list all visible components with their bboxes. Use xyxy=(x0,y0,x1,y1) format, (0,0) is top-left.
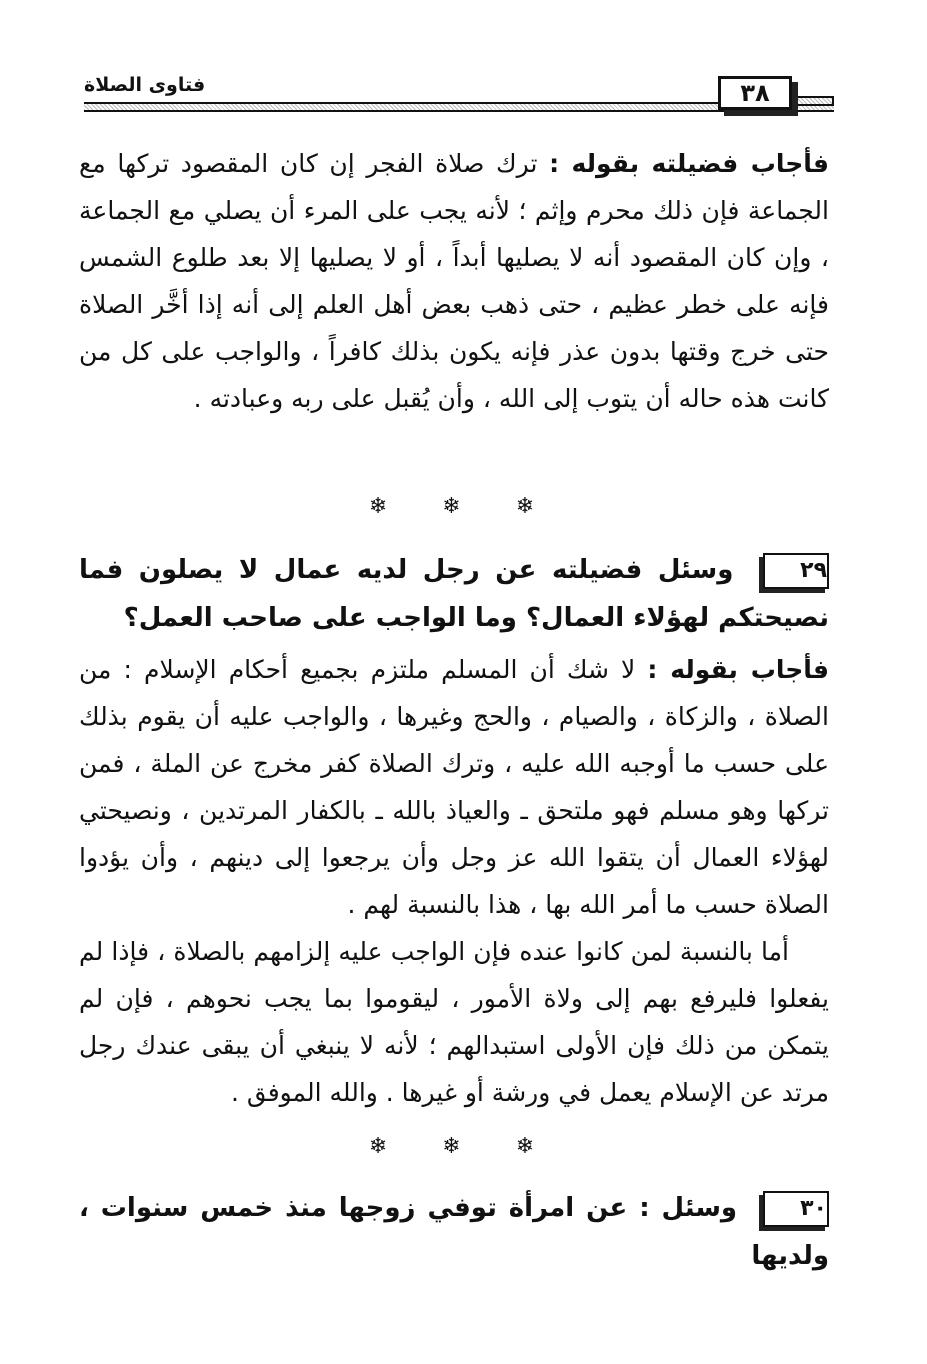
question-29-text: وسئل فضيلته عن رجل لديه عمال لا يصلون فما نصيحتكم لهؤلاء العمال؟ وما الواجب على صاحب العمل؟ xyxy=(79,555,829,633)
answer-1-text: ترك صلاة الفجر إن كان المقصود تركها مع الجماعة فإن ذلك محرم وإثم ؛ لأنه يجب على المرء أن يصلي مع الجماعة ، وإن كان المقصود أنه لا يصليها أبداً ، أو لا يصليها إلا بعد طلوع الشمس فإنه على خطر عظيم ، حتى ذهب بعض أهل العلم إلى أنه إذا أخَّر الصلاة حتى خرج وقتها بدون عذر فإنه يكون بذلك كافراً ، والواجب على كل من كانت هذه حاله أن يتوب إلى الله ، وأن يُقبل على ربه وعبادته . xyxy=(79,149,829,413)
question-30-text: وسئل : عن امرأة توفي زوجها منذ خمس سنوات ، ولديها xyxy=(79,1193,829,1271)
answer-2-paragraph-2: أما بالنسبة لمن كانوا عنده فإن الواجب عليه إلزامهم بالصلاة ، فإذا لم يفعلوا فليرفع بهم إلى ولاة الأمور ، ليقوموا بما يجب نحوهم ، فإن لم يتمكن من ذلك فإن الأولى استبدالهم ؛ لأنه لا ينبغي أن يبقى عندك رجل مرتد عن الإسلام يعمل في ورشة أو غيرها . والله الموفق . xyxy=(79,937,829,1107)
book-title: فتاوى الصلاة xyxy=(84,74,206,96)
answer-2-paragraph-1: لا شك أن المسلم ملتزم بجميع أحكام الإسلام : من الصلاة ، والزكاة ، والصيام ، والحج وغيرها ، والواجب عليه أن يقوم بذلك على حسب ما أوجبه الله عليه ، وترك الصلاة كفر مخرج عن الملة ، فمن تركها وهو مسلم فهو ملتحق ـ والعياذ بالله ـ بالكفار المرتدين ، ونصيحتي لهؤلاء العمال أن يتقوا الله عز وجل وأن يرجعوا إلى دينهم ، وأن يؤدوا الصلاة حسب ما أمر الله بها ، هذا بالنسبة لهم . xyxy=(79,655,829,919)
answer-2 xyxy=(79,646,829,1116)
question-number: ٢٩ xyxy=(763,553,829,589)
answer-2-p1 xyxy=(79,655,829,919)
question-number-30: ٣٠ xyxy=(763,1191,829,1227)
question-29 xyxy=(79,546,829,642)
answer-1-lead: فأجاب فضيلته بقوله : xyxy=(549,149,830,178)
question-30 xyxy=(79,1184,829,1280)
section-separator-2: ❄ ❄ ❄ xyxy=(368,1134,559,1159)
header-rule-right xyxy=(796,96,834,106)
section-separator: ❄ ❄ ❄ xyxy=(368,494,559,519)
answer-2-lead: فأجاب بقوله : xyxy=(647,655,829,684)
answer-1 xyxy=(79,140,829,422)
page-number: ٣٨ xyxy=(718,76,792,110)
page-header xyxy=(84,72,834,118)
